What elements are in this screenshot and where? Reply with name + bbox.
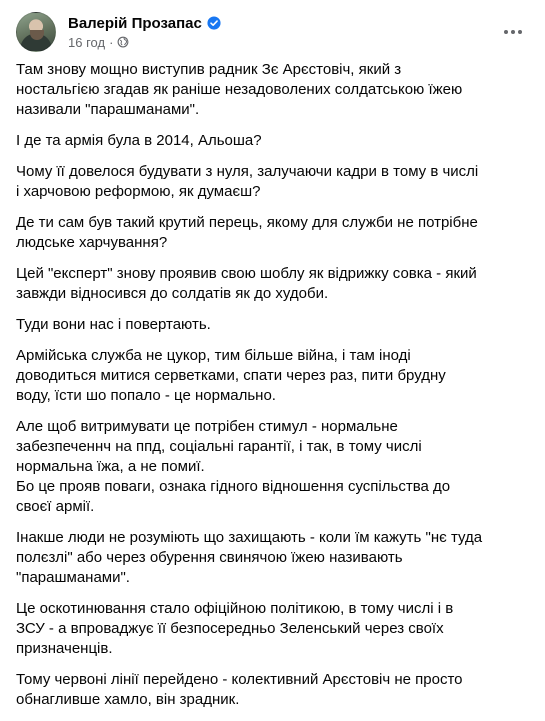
paragraph-line: називали "парашманами". [16, 101, 200, 118]
meta-separator: · [109, 34, 114, 50]
avatar[interactable] [16, 12, 56, 52]
paragraph-line: ЗСУ - а впроваджує її безпосередньо Зеленський через своїх [16, 620, 444, 637]
paragraph-line: своєї армії. [16, 498, 95, 515]
post-paragraph [16, 162, 516, 202]
paragraph-line: Інакше люди не розуміють що захищають - коли їм кажуть "нє туда [16, 529, 483, 546]
post-header [16, 12, 529, 56]
post-timestamp[interactable]: 16 год [68, 34, 106, 50]
paragraph-line: Де ти сам був такий крутий перець, якому для служби не потрібне [16, 214, 478, 231]
post-paragraph [16, 60, 516, 120]
more-options-button[interactable] [499, 18, 527, 46]
paragraph-line: І де та армія була в 2014, Альоша? [16, 132, 262, 149]
paragraph-line: обнагливше хамло, він зрадник. [16, 691, 240, 708]
paragraph-line: Цей "експерт" знову проявив свою шоблу як відрижку совка - який [16, 265, 477, 282]
post-paragraph [16, 131, 516, 151]
avatar-photo [30, 30, 44, 40]
paragraph-line: Там знову мощно виступив радник Зє Арєстовіч, який з [16, 61, 402, 78]
author-name[interactable]: Валерій Прозапас [68, 14, 202, 32]
post-meta [68, 34, 129, 50]
paragraph-line: Армійська служба не цукор, тим більше війна, і там іноді [16, 347, 411, 364]
post-paragraph [16, 528, 516, 588]
post-paragraph [16, 264, 516, 304]
post-paragraph [16, 599, 516, 659]
paragraph-line: Бо це прояв поваги, ознака гідного відношення суспільства до [16, 478, 451, 495]
verified-badge-icon [207, 16, 221, 30]
paragraph-line: і харчовою реформою, як думаєш? [16, 183, 261, 200]
paragraph-line: Туди вони нас і повертають. [16, 316, 211, 333]
post-paragraph [16, 346, 516, 406]
author-row [68, 13, 221, 33]
paragraph-line: "парашманами". [16, 569, 130, 586]
post-text [16, 60, 516, 721]
paragraph-line: людське харчування? [16, 234, 168, 251]
paragraph-line: Тому червоні лінії перейдено - колективний Арєстовіч не просто [16, 671, 463, 688]
paragraph-line: ностальгією згадав як раніше незадоволених солдатською їжею [16, 81, 463, 98]
paragraph-line: воду, їсти шо попало - це нормально. [16, 387, 276, 404]
post-paragraph [16, 670, 516, 710]
post-paragraph [16, 315, 516, 335]
paragraph-line: призначенців. [16, 640, 113, 657]
paragraph-line: завжди відносився до солдатів як до худоби. [16, 285, 329, 302]
paragraph-line: Але щоб витримувати це потрібен стимул - нормальне [16, 418, 398, 435]
paragraph-line: Це оскотинювання стало офіційною політикою, в тому числі і в [16, 600, 454, 617]
post-paragraph [16, 417, 516, 517]
paragraph-line: забезпеченнч на ппд, соціальні гарантії, і так, в тому числі [16, 438, 422, 455]
globe-icon[interactable] [117, 36, 129, 48]
paragraph-line: полєзлі" або через обурення свинячою їжею називають [16, 549, 403, 566]
post-paragraph [16, 213, 516, 253]
paragraph-line: доводиться митися серветками, спати через раз, пити брудну [16, 367, 446, 384]
more-horizontal-icon [503, 29, 523, 35]
paragraph-line: нормальна їжа, а не помиї. [16, 458, 205, 475]
paragraph-line: Чому її довелося будувати з нуля, залучаючи кадри в тому в числі [16, 163, 479, 180]
